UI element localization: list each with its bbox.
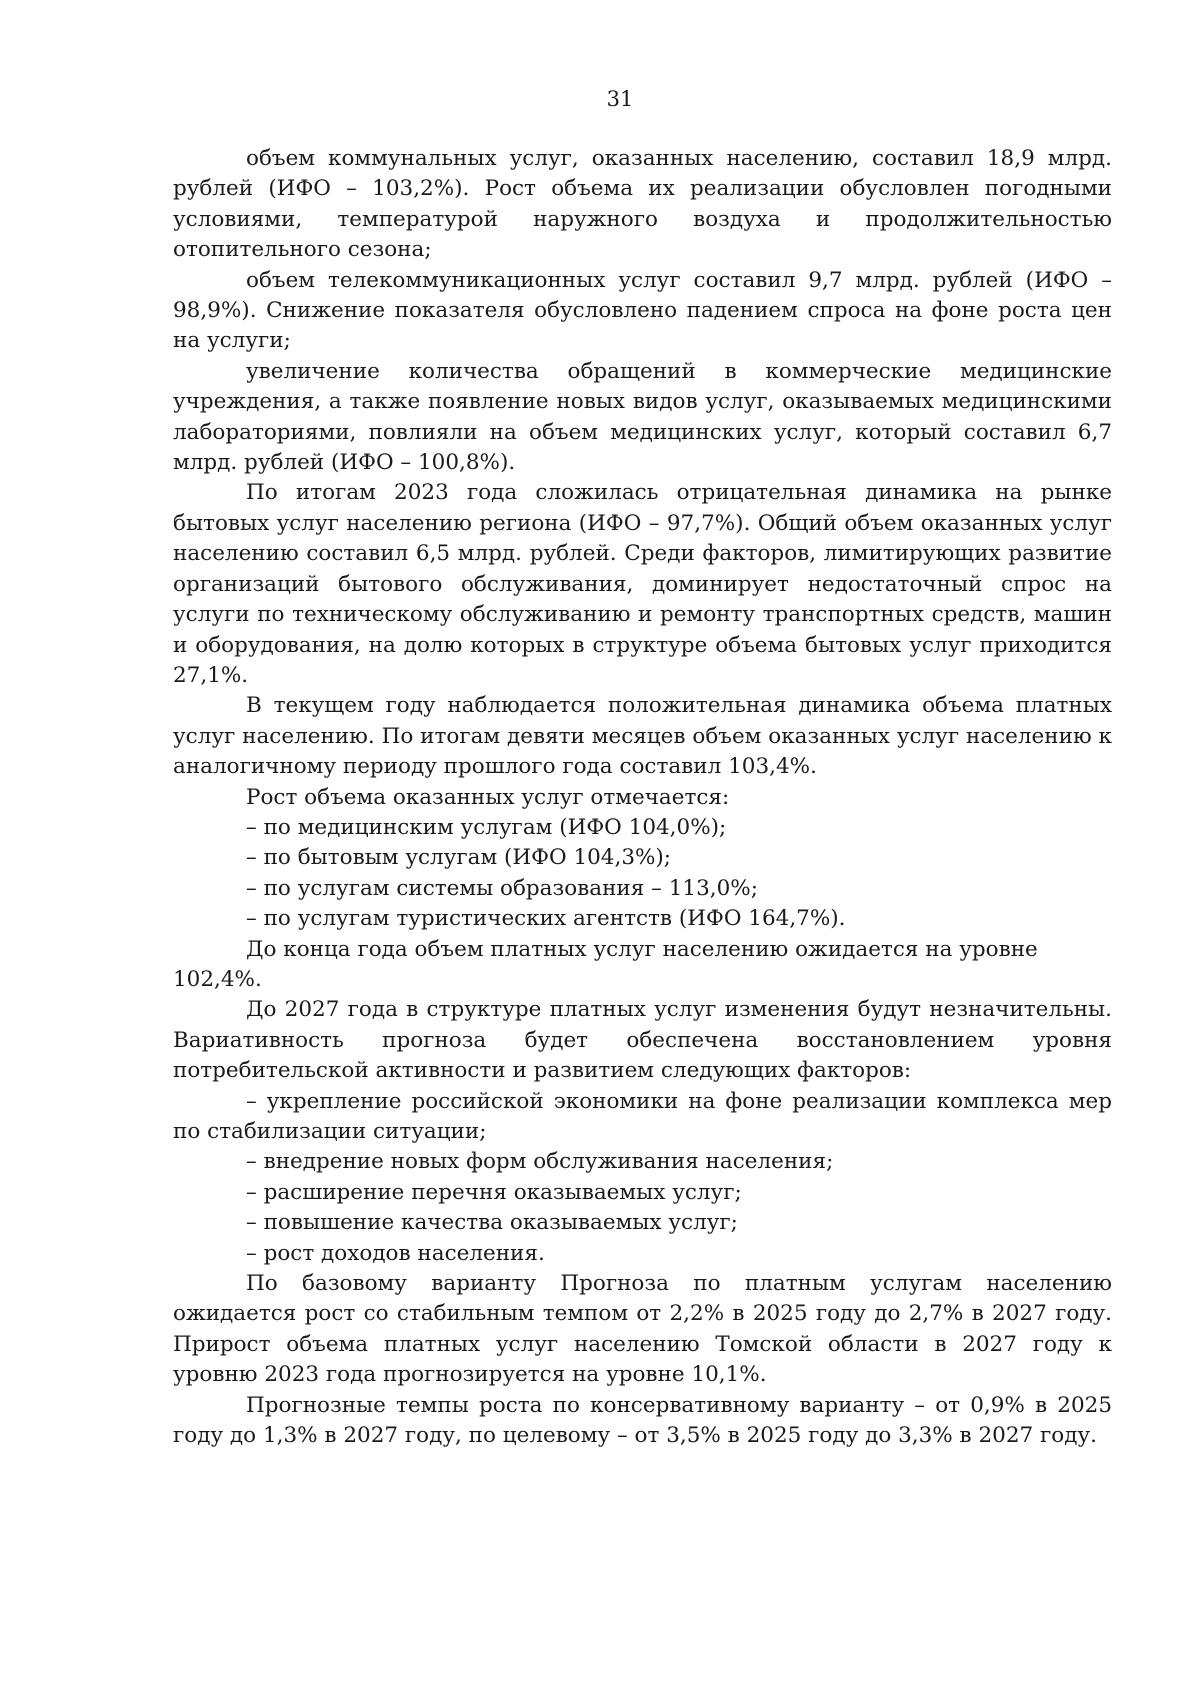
list-item: – по медицинским услугам (ИФО 104,0%); <box>246 814 727 840</box>
paragraph: До конца года объем платных услуг населению ожидается на уровне 102,4%. <box>173 936 1038 992</box>
list-item: – внедрение новых форм обслуживания населения; <box>246 1149 834 1175</box>
list-item: – укрепление российской экономики на фоне реализации комплекса мер по стабилизации ситуации; <box>173 1088 1112 1144</box>
paragraph: В текущем году наблюдается положительная динамика объема платных услуг населению. По итогам девяти месяцев объем оказанных услуг населению к аналогичному периоду прошлого года составил 103,4%. <box>173 693 1112 780</box>
paragraph: По базовому варианту Прогноза по платным услугам населению ожидается рост со стабильным темпом от 2,2% в 2025 году до 2,7% в 2027 году. Прирост объема платных услуг населению Томской области в 2027 году к уровню 2023 года прогнозируется на уровне 10,1%. <box>173 1271 1112 1388</box>
list-item: – по услугам туристических агентств (ИФО 164,7%). <box>246 906 846 932</box>
paragraph: Прогнозные темпы роста по консервативному варианту – от 0,9% в 2025 году до 1,3% в 2027 году, по целевому – от 3,5% в 2025 году до 3,3% в 2027 году. <box>173 1392 1112 1449</box>
paragraph: До 2027 года в структуре платных услуг изменения будут незначительны. Вариативность прогноза будет обеспечена восстановлением уровня потребительской активности и развитием следующих факторов: <box>173 997 1112 1084</box>
list-item: – расширение перечня оказываемых услуг; <box>246 1179 742 1205</box>
list-item: – по бытовым услугам (ИФО 104,3%); <box>246 845 672 871</box>
list-item: – рост доходов населения. <box>246 1240 545 1266</box>
page-number: 31 <box>606 87 634 111</box>
paragraph: По итогам 2023 года сложилась отрицательная динамика на рынке бытовых услуг населению региона (ИФО – 97,7%). Общий объем оказанных услуг населению составил 6,5 млрд. рублей. Среди факторов, лимитирующих развитие организаций бытового обслуживания, доминирует недостаточный спрос на услуги по техническому обслуживанию и ремонту транспортных средств, машин и оборудования, на долю которых в структуре объема бытовых услуг приходится 27,1%. <box>173 480 1112 688</box>
list-intro: Рост объема оказанных услуг отмечается: <box>246 784 730 810</box>
paragraph: объем телекоммуникационных услуг составил 9,7 млрд. рублей (ИФО – 98,9%). Снижение показателя обусловлено падением спроса на фоне роста цен на услуги; <box>173 267 1112 354</box>
list-item: – повышение качества оказываемых услуг; <box>246 1210 738 1236</box>
paragraph: объем коммунальных услуг, оказанных населению, составил 18,9 млрд. рублей (ИФО – 103,2%). Рост объема их реализации обусловлен погодными условиями, температурой наружного воздуха и продолжительностью отопительного сезона; <box>173 146 1112 263</box>
document-body <box>173 144 1112 1451</box>
list-item: – по услугам системы образования – 113,0%; <box>246 875 758 901</box>
paragraph: увеличение количества обращений в коммерческие медицинские учреждения, а также появление новых видов услуг, оказываемых медицинскими лабораториями, повлияли на объем медицинских услуг, который составил 6,7 млрд. рублей (ИФО – 100,8%). <box>173 358 1112 476</box>
